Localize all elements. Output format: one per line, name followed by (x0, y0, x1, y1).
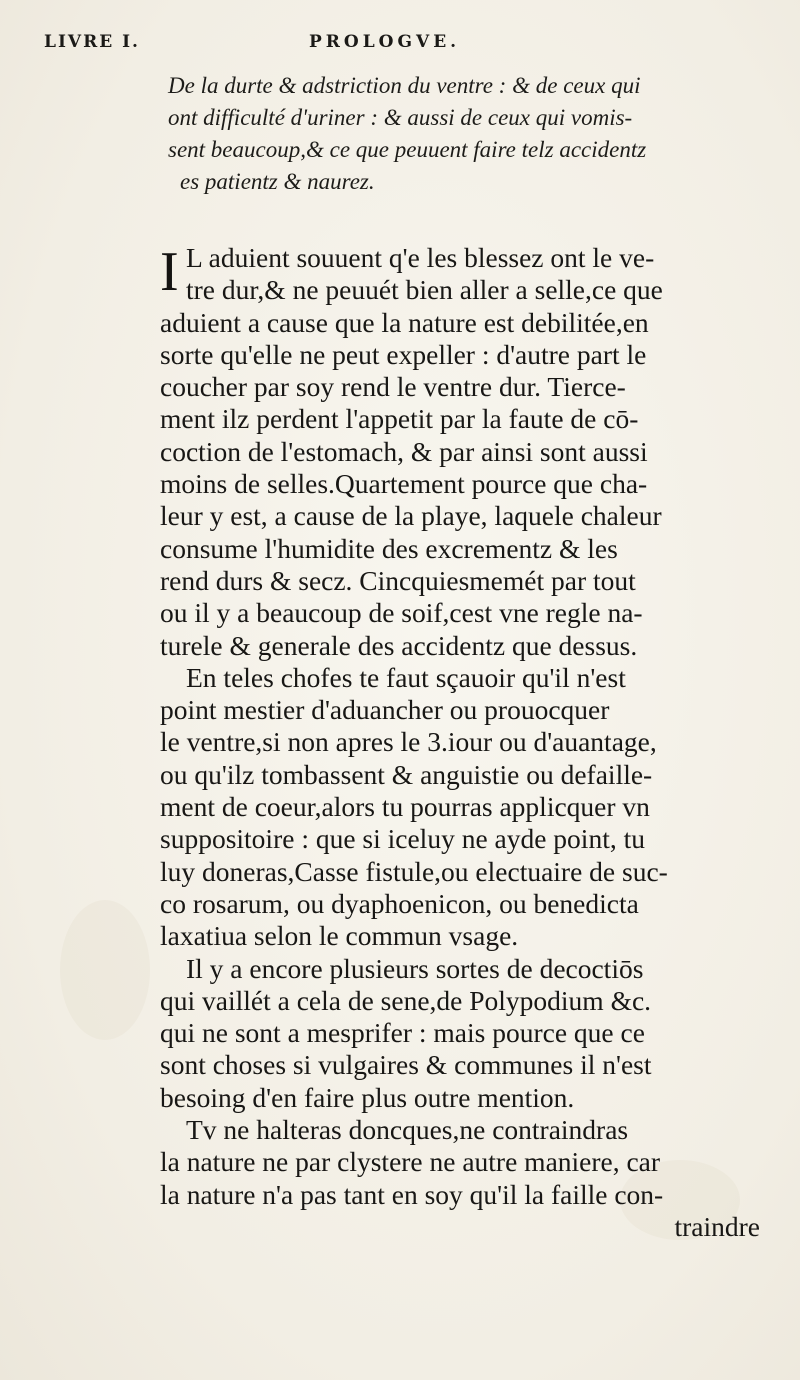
text-line: besoing d'en faire plus outre mention. (160, 1081, 575, 1113)
text-line: leur y est, a cause de la playe, laquele chaleur (160, 500, 662, 532)
text-line: suppositoire : que si iceluy ne ayde point, tu (160, 823, 645, 855)
text-line: la nature n'a pas tant en soy qu'il la faille con- (160, 1178, 664, 1210)
text-line: turele & generale des accidentz que dessus. (160, 629, 638, 661)
heading-line: sent beaucoup,& ce que peuuent faire telz accidentz (168, 137, 647, 162)
running-head (44, 28, 764, 58)
text-line: luy doneras,Casse fistule,ou electuaire de suc- (160, 855, 668, 887)
text-line: ment ilz perdent l'appetit par la faute de cō- (160, 403, 639, 435)
text-line: coction de l'estomach, & par ainsi sont aussi (160, 435, 648, 467)
heading-line: es patientz & naurez. (180, 169, 375, 194)
text-line: rend durs & secz. Cincquiesmemét par tout (160, 564, 636, 596)
running-head-book: LIVRE I. (44, 32, 140, 52)
text-line: sont choses si vulgaires & communes il n'est (160, 1049, 652, 1081)
text-line: sorte qu'elle ne peut expeller : d'autre part le (160, 338, 647, 370)
text-line: qui vaillét a cela de sene,de Polypodium &c. (160, 984, 652, 1016)
text-line: laxatiua selon le commun vsage. (160, 920, 519, 952)
drop-cap: I (160, 241, 179, 303)
text-line: ou qu'ilz tombassent & anguistie ou defaille- (160, 758, 653, 790)
running-head-title: PROLOGVE. (309, 32, 461, 52)
paper-stain (60, 900, 150, 1040)
text-line: co rosarum, ou dyaphoenicon, ou benedicta (160, 887, 639, 919)
text-line: Il y a encore plusieurs sortes de decoctiōs (186, 952, 644, 984)
text-line: ment de coeur,alors tu pourras applicquer vn (160, 791, 650, 823)
heading-line: ont difficulté d'uriner : & aussi de ceux qui vomis- (168, 105, 633, 130)
body-text (160, 242, 800, 1243)
text-line: L aduient souuent q'e les blessez ont le ve- (186, 242, 655, 273)
catchword: traindre (674, 1210, 760, 1242)
text-line: Tv ne halteras doncques,ne contraindras (186, 1114, 629, 1146)
text-line: la nature ne par clystere ne autre maniere, car (160, 1146, 661, 1178)
text-line: coucher par soy rend le ventre dur. Tierce- (160, 371, 626, 403)
text-line: En teles chofes te faut sçauoir qu'il n'est (186, 661, 626, 693)
text-line: consume l'humidite des excrementz & les (160, 532, 618, 564)
heading-line: De la durte & adstriction du ventre : & de ceux qui (168, 73, 641, 98)
text-line: le ventre,si non apres le 3.iour ou d'auantage, (160, 726, 657, 758)
text-line: tre dur,& ne peuuét bien aller a selle,ce que (186, 274, 663, 306)
text-line: qui ne sont a mesprifer : mais pource que ce (160, 1017, 645, 1049)
text-line: moins de selles.Quartement pource que cha- (160, 468, 648, 500)
text-line: point mestier d'aduancher ou prouocquer (160, 694, 610, 726)
text-line: aduient a cause que la nature est debilitée,en (160, 306, 649, 338)
chapter-heading (168, 70, 774, 198)
text-line: ou il y a beaucoup de soif,cest vne regle na- (160, 597, 643, 629)
